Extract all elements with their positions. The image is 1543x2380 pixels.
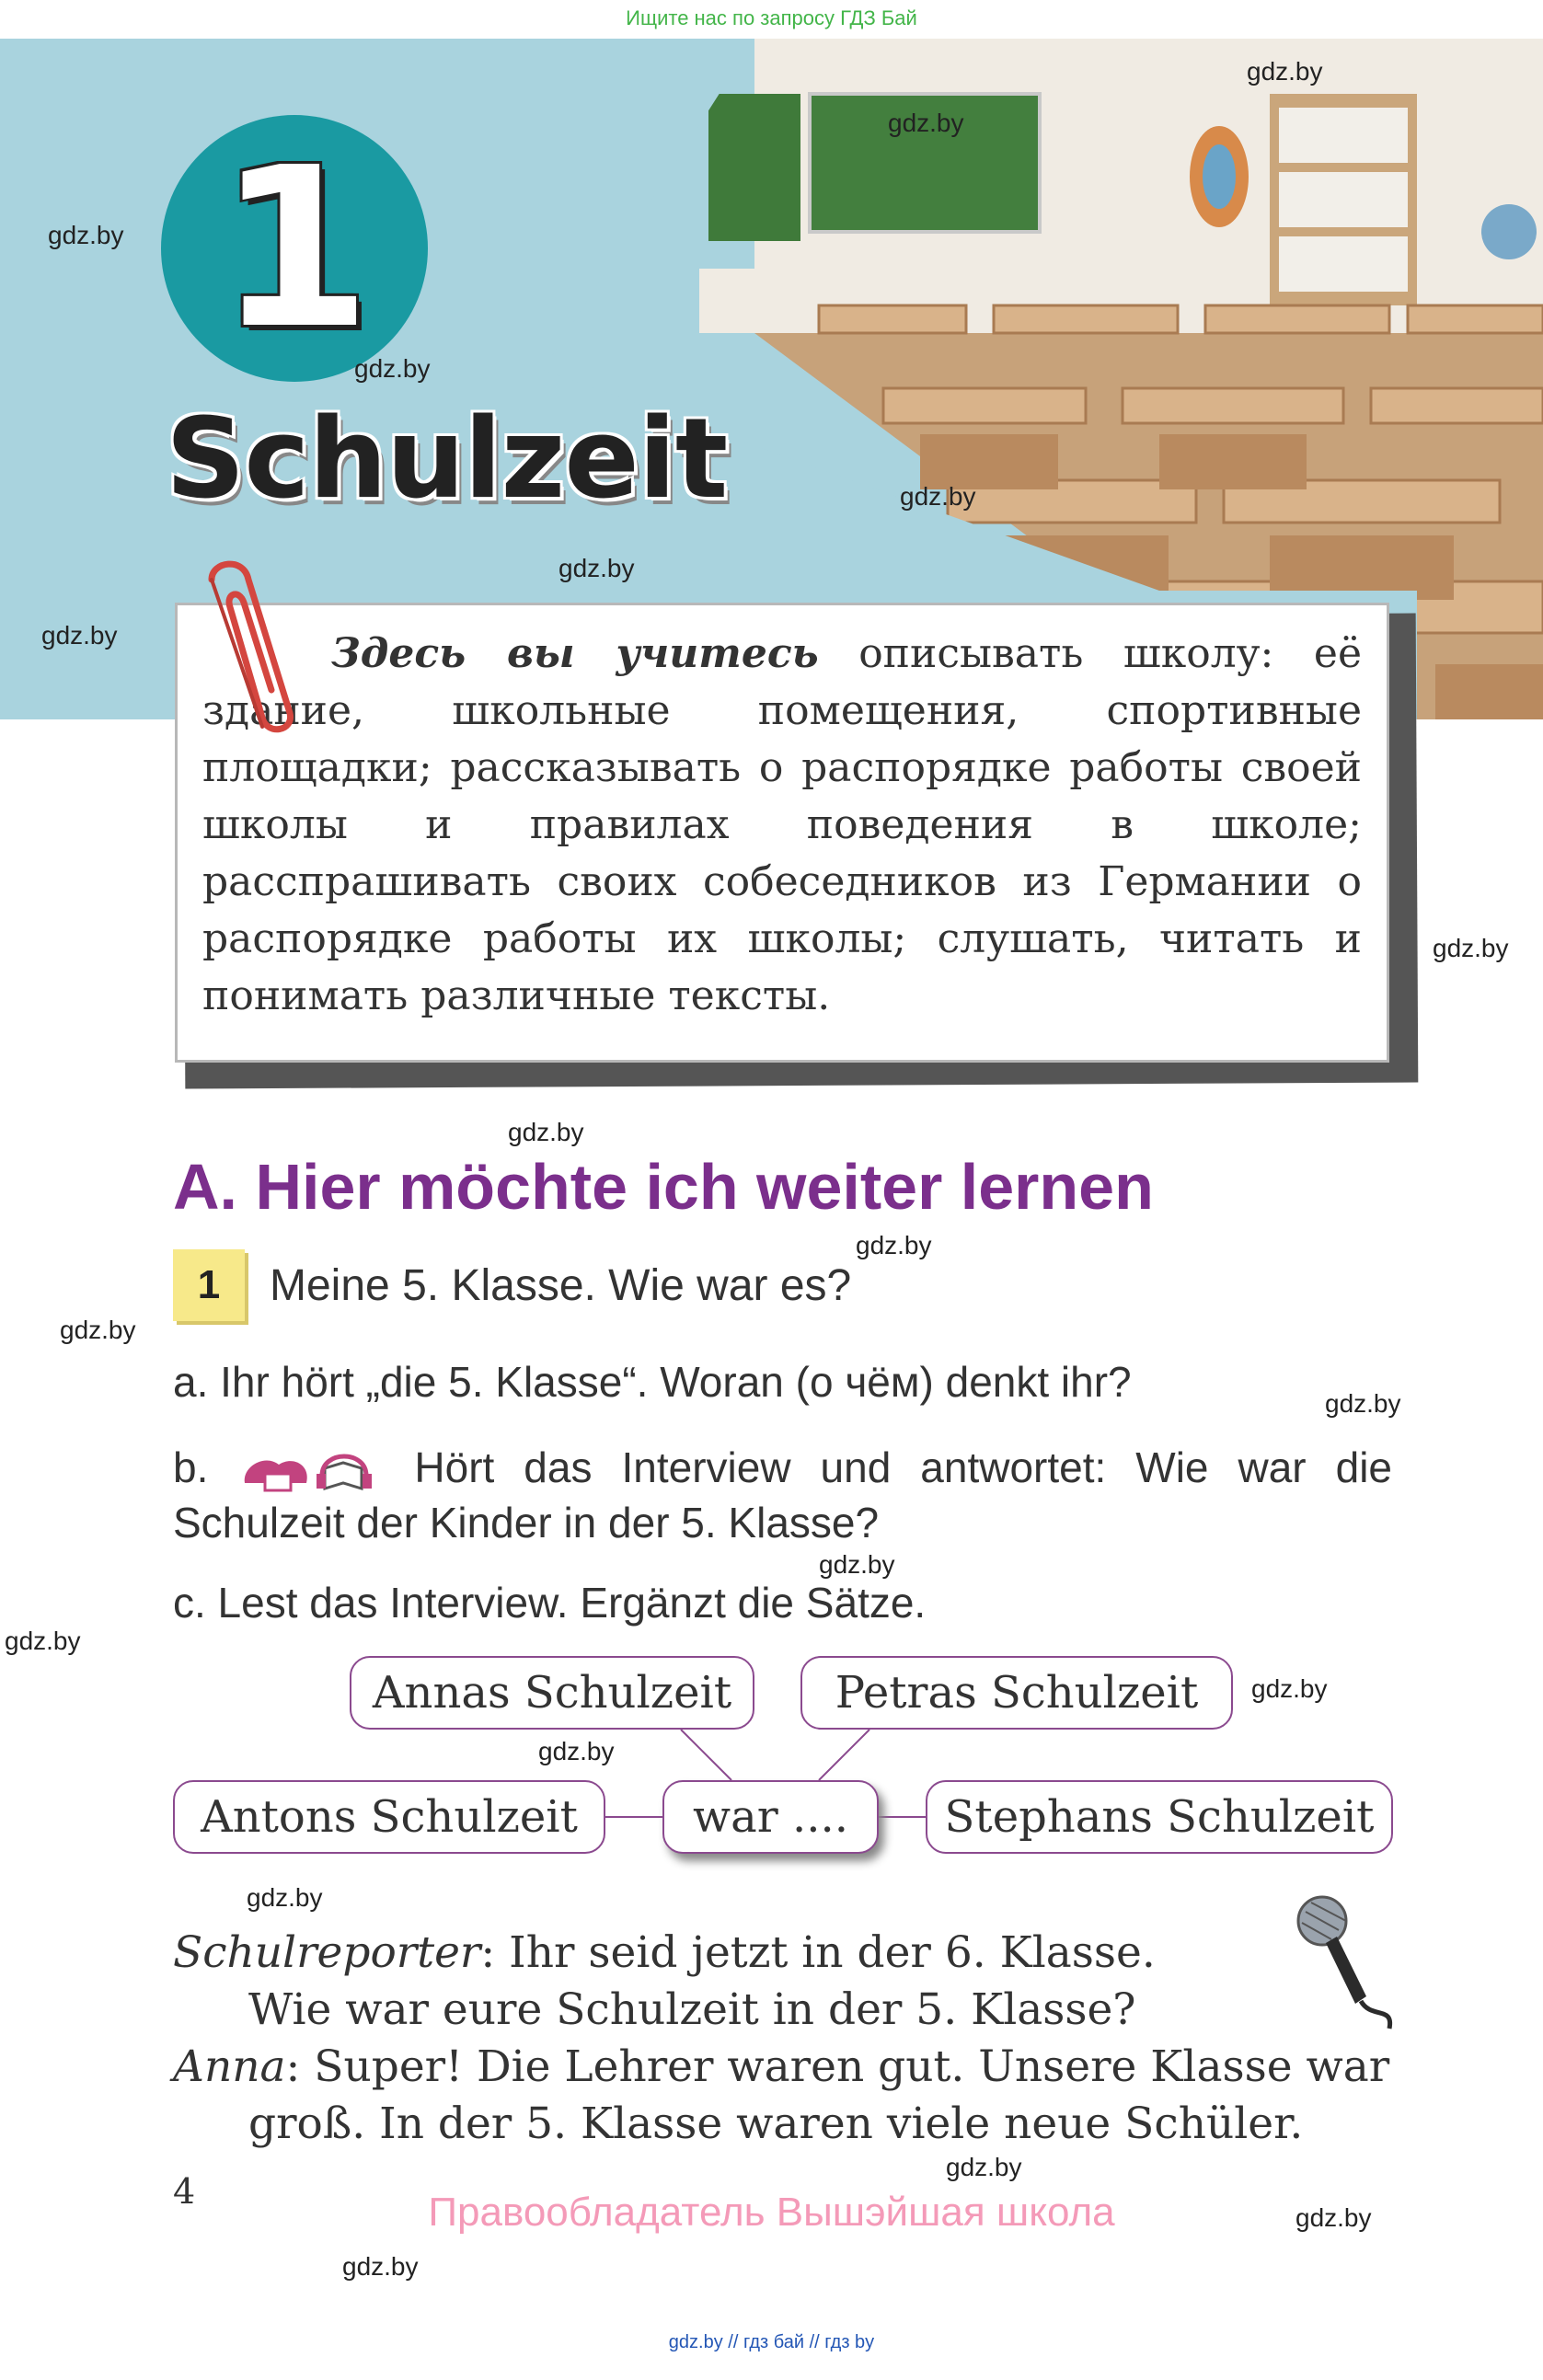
task-number: 1 xyxy=(197,1262,221,1307)
dialogue-line-1 xyxy=(173,1927,1397,1978)
intro-lead: Здесь вы учитесь xyxy=(331,630,819,677)
watermark: gdz.by xyxy=(1247,57,1323,86)
watermark: gdz.by xyxy=(946,2153,1022,2181)
watermark: gdz.by xyxy=(888,109,964,137)
intro-text xyxy=(202,626,1362,1025)
paperclip-icon xyxy=(175,552,313,736)
watermark: gdz.by xyxy=(354,354,431,383)
top-banner-text[interactable]: Ищите нас по запросу ГДЗ Бай xyxy=(626,6,917,29)
chapter-title: Schulzeit xyxy=(166,396,728,523)
watermark: gdz.by xyxy=(1433,934,1509,962)
watermark: gdz.by xyxy=(1251,1674,1328,1703)
microphone-icon xyxy=(1293,1895,1399,2033)
speaker-anna: Anna xyxy=(173,2041,286,2092)
footer-links[interactable]: gdz.by // гдз бай // гдз by xyxy=(668,2332,875,2352)
dialogue-line-4 xyxy=(248,2098,1472,2149)
watermark: gdz.by xyxy=(508,1118,584,1146)
watermark: gdz.by xyxy=(819,1550,895,1579)
bubble-anton: Antons Schulzeit xyxy=(173,1780,605,1854)
watermark: gdz.by xyxy=(558,554,635,582)
watermark: gdz.by xyxy=(60,1316,136,1344)
chapter-number: 1 xyxy=(217,120,372,377)
task-part-b-prefix: b. xyxy=(173,1443,209,1491)
task-title: Meine 5. Klasse. Wie war es? xyxy=(270,1261,852,1310)
watermark: gdz.by xyxy=(900,482,976,511)
watermark: gdz.by xyxy=(1295,2203,1372,2232)
watermark: gdz.by xyxy=(5,1627,81,1655)
watermark: gdz.by xyxy=(856,1231,932,1259)
task-part-c: c. Lest das Interview. Ergänzt die Sätze. xyxy=(173,1579,927,1627)
task-number-badge xyxy=(173,1249,245,1321)
watermark: gdz.by xyxy=(538,1737,615,1765)
watermark: gdz.by xyxy=(1325,1389,1401,1418)
top-banner[interactable] xyxy=(0,0,1543,37)
dialogue-text-3: : Super! Die Lehrer waren gut. Unsere Klasse war xyxy=(285,2041,1390,2092)
intro-body: описывать школу: её здание, школьные помещения, спортивные площадки; рассказывать о распорядке работы своей школы и правилах поведения в школе; расспрашивать своих собеседников из Германии о распорядке работы их школы; слушать, читать и понимать различные тексты. xyxy=(202,630,1362,1019)
task-part-a: a. Ihr hört „die 5. Klasse“. Woran (о чём) denkt ihr? xyxy=(173,1358,1132,1406)
chapter-number-badge xyxy=(161,115,428,382)
bubble-anna: Annas Schulzeit xyxy=(350,1656,754,1730)
dialogue-text-1: : Ihr seid jetzt in der 6. Klasse. xyxy=(480,1927,1156,1978)
section-title: A. Hier möchte ich weiter lernen xyxy=(173,1151,1154,1223)
bubble-stephan: Stephans Schulzeit xyxy=(926,1780,1393,1854)
dialogue-line-3 xyxy=(173,2041,1397,2092)
watermark: gdz.by xyxy=(48,221,124,249)
copyright-notice: Правообладатель Вышэйшая школа xyxy=(428,2190,1115,2235)
dialogue-line-2 xyxy=(248,1984,1472,2035)
speaker-reporter: Schulreporter xyxy=(173,1927,481,1978)
dialogue-text-2: Wie war eure Schulzeit in der 5. Klasse? xyxy=(248,1984,1136,2035)
audio-book-icon[interactable] xyxy=(237,1448,385,1494)
watermark: gdz.by xyxy=(247,1883,323,1912)
bubble-petra: Petras Schulzeit xyxy=(800,1656,1233,1730)
dialogue-text-4: groß. In der 5. Klasse waren viele neue Schüler. xyxy=(248,2098,1304,2149)
bubble-center-war: war .... xyxy=(662,1780,879,1854)
watermark: gdz.by xyxy=(41,621,118,650)
task-part-b xyxy=(173,1440,1392,1550)
watermark: gdz.by xyxy=(342,2252,419,2281)
page-number: 4 xyxy=(173,2171,196,2212)
task-part-b-text: Hört das Interview und antwortet: Wie war die Schulzeit der Kinder in der 5. Klasse? xyxy=(173,1443,1393,1546)
